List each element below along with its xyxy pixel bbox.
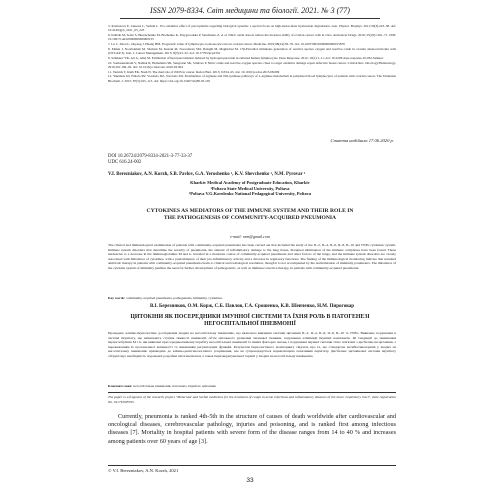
reference-item: 12. Yakubets OI, Faltola RV, Vorobets DZ, Vorobets ZD. Peculiarities of arginase and NO-synthase pathways of L-arginine metabolism in peripheral blood lymphocytes of patients with ovarian cancer. The Ukrainian Biochem. J. 2015; 87(5):105–113. doi: https://doi.org/10.15407/ubj85.05.105: [108, 74, 396, 83]
keywords-en: [108, 296, 396, 301]
reference-item: 8. Malek J, Noorbakhsh M, Shabani M, Kenani M, Noorazizan SM, Dalaghi M, Maghsdasi M. 17β-Estradiol stimulates generation of reactive species oxygen and reactive oxide in ovarian adenocarcinoma cells (OVCAR 3). Iran. J. Cancer Management. 2015; 8(3):23–32. doi: 10.17795/ijcp2352: [108, 46, 396, 55]
reference-item: 9. Schikuev YK, Ari G, Alarj M. Estimation of lipid peroxidation induced by hydrogen peroxide in cultured human lymphocytes. Dose Response. 2012; 10(1):1–11. doi: 10.2203/dose-response.10-032.Szikuev: [108, 55, 384, 60]
affiliations: [150, 180, 350, 197]
authors-ua: В.І. Березняков, О.М. Корж, С.Б. Павлов, Г.А. Єрошенко, К.В. Шевченко, Н.М. Пироговар: [149, 304, 355, 309]
article-meta: [108, 154, 192, 166]
project-note: The paper is a fragment of the research project "Molecular and herbal medicines for the treatment of cough in acute infectious and inflammatory diseases of the lower respiratory tract", state registration No. 0117U003595.: [108, 395, 396, 404]
reference-item: 11. Vernick T, Kuih EK, Nash N. The dual role of iNOS in cancer. Redox Biol. 2015; 6:334–43. doi: 10.1016/j.redox.2015.08.009: [108, 69, 280, 74]
references-list: [108, 24, 396, 83]
doi: DOI 10.26724/2079-8334-2021-3-77-33-37: [108, 154, 193, 159]
contact-email: e-mail: nrm@gmail.com: [230, 234, 270, 239]
keywords-label: Key words:: [108, 296, 126, 300]
keywords-label: Ключові слова:: [108, 384, 133, 388]
reference-item: 5. Rodionova E, Jansons L, Sednin L. Pro-oxidative effect of peroxynitrite regarding biological systems: a special focus on high-molar-mass hyaluronan degradation. Gen. Physiol. Biophys. 2011;30(3):223–38. doi: 10.4149/gpb_2011_03_223: [108, 24, 396, 33]
udc: UDC 616.24-002: [108, 160, 142, 165]
reference-item: 6. Kulbak M, Sosin S, Burenchenko M, Bozhenko K, Przygorodska P, Sanchenko Z, et al. Nitric oxide donors reduce the invasion ability of ovarian cancer cells in vitro. Anticancer Drugs. 2016; 25(10):1161–71. DOI: 10.1097/CAD.0000000000000155: [108, 33, 396, 42]
page-number: 33: [246, 477, 254, 484]
reference-item: 7. Lu C, Zhou L, Ouyang J, Huang HM. Prognostic value of lymphocyte-to-monocyte ratio in ovarian cancer. Medicine. 2019;98(24):56–76. doi: 10.1097/MD.0000000000015876: [108, 42, 345, 46]
affiliation-item: Kharkiv Medical Academy of Postgraduate Education, Kharkiv: [190, 180, 310, 185]
footer-rule: [108, 465, 396, 466]
copyright: © V.I. Berezniakov, A.N. Korzh, 2021: [108, 468, 179, 473]
keywords-text: негоспітальна пневмонія, патогенез, імунітет, цитокіни.: [133, 384, 217, 388]
article-title-en: CYTOKINES AS MEDIATORS OF THE IMMUNE SYSTEM AND THEIR ROLE IN THE PATHOGENESIS OF COMMUNITY-ACQUIRED PNEUMONIA: [146, 208, 354, 221]
body-paragraph: Currently, pneumonia is ranked 4th-5th in the structure of causes of death worldwide after cardiovascular and oncological diseases, cerebrovascular pathology, injuries and poisoning, and is ranked first among infectious diseases [7]. Mortality in hospital patients with severe form of the disease ranges from 14 to 40 % and increases among patients over 60 years of age [3].: [108, 413, 396, 445]
affiliation-item: ¹Poltava State Medical University, Poltava: [210, 185, 290, 191]
keywords-ua: [108, 384, 396, 389]
abstract-en: The clinical and immunological examination of patients with community-acquired pneumonia has been carried out that included the study of the IL-2, IL-4, IL-6, IL-8, IL-10 and TNFα cytokines' system. Immune system disorders that determine the severity of pneumonia, the amount of inflammatory damage to the lung tissue, disrupted elimination of the immune complexes have been found. These tendencies to a decrease in the immunoglobulins M and G revealed in a moderate course of community-acquired pneumonia and other factors of the lungs, and the immune system disorders are closely associated with imbalance of cytokines, with a predominance of their pro-inflammatory activity and a decrease in regulatory functions. The finding of the immunological monitoring indicate that standard antibiotic therapy in patients with community-acquired pneumonia leads to clinical and radiological resolution, though it is not accompanied by the normalization of immunity parameters. The imbalance of the cytokine system of immunity justifies the need for further development of pathogenetic, as well as immunocorrective therapy, in patients with community-acquired pneumonia.: [108, 243, 396, 270]
reference-item: 10. Somasundaram V, Nadhal R, Hemalatha SR, Sengodan SK, Srinivas P. Nitric oxide and reactive oxygen species: clues to target oxidative damage repair defective breast cancer. Critical Rev. Oncology/Hematology. 2016;101:184–92. doi: 10.1016/j.critrevonc.2016.03.004: [108, 60, 396, 69]
abstract-ua: Проведено клініко-імунологічне дослідження хворих на негоспітальну пневмонію, що включало вивчення системи цитокінів IL-2, IL-4, IL-6, IL-8, IL-10 та TNFα. Виявлено порушення в системі імунітету, що визначають ступінь тяжкості пневмонії, об'єм запального ураження легеневої тканини, порушення елімінації імунних комплексів. Ці тенденції до зменшення імуноглобулінів M і G, які виявлені при середньотяжкому перебігу негоспітальної пневмонії та інших факторах легень, і порушення імунної системи тісно пов'язані з дисбалансом цитокінів, з переважанням їх прозапальної активності та зниженням регуляторних функцій. Результати імунологічного моніторингу свідчать про те, що стандартна антибіотикотерапія у хворих на негоспітальну пневмонію призводить до клініко-рентгенологічного розрішення, але не супроводжується нормалізацією показників імунітету. Дисбаланс цитокінової системи імунітету обґрунтовує необхідність подальшої розробки патогенетичної, а також імунокоригувальної терапії у хворих на негоспітальну пневмонію.: [108, 331, 396, 358]
affiliation-item: ²Poltava V.G.Korolenko National Pedagogical University, Poltava: [188, 191, 312, 197]
section-divider: [108, 392, 396, 393]
header-rule: [120, 18, 380, 19]
article-title-ua: ЦИТОКІНИ ЯК ПОСЕРЕДНИКИ ІМУННОЇ СИСТЕМИ ТА ЇХНЯ РОЛЬ В ПАТОГЕНЕЗІ НЕГОСПІТАЛЬНОЇ ПНЕВМОНІЇ: [130, 314, 370, 327]
authors-en: V.I. Berezniakov, A.N. Korzh, S.B. Pavlov, G.A. Yeroshenko ¹, K.V. Shevchenko ¹, N.M. Pyrovar ²: [108, 172, 306, 177]
received-date: Стаття надійшла 17.06.2020 р.: [330, 138, 394, 143]
journal-header: [0, 6, 500, 15]
keywords-text: community-acquired pneumonia, pathogenesis, immunity, cytokines.: [126, 296, 223, 300]
issn-line: ISSN 2079-8334. Світ медицини та біології. 2021. № 3 (77): [150, 6, 350, 15]
